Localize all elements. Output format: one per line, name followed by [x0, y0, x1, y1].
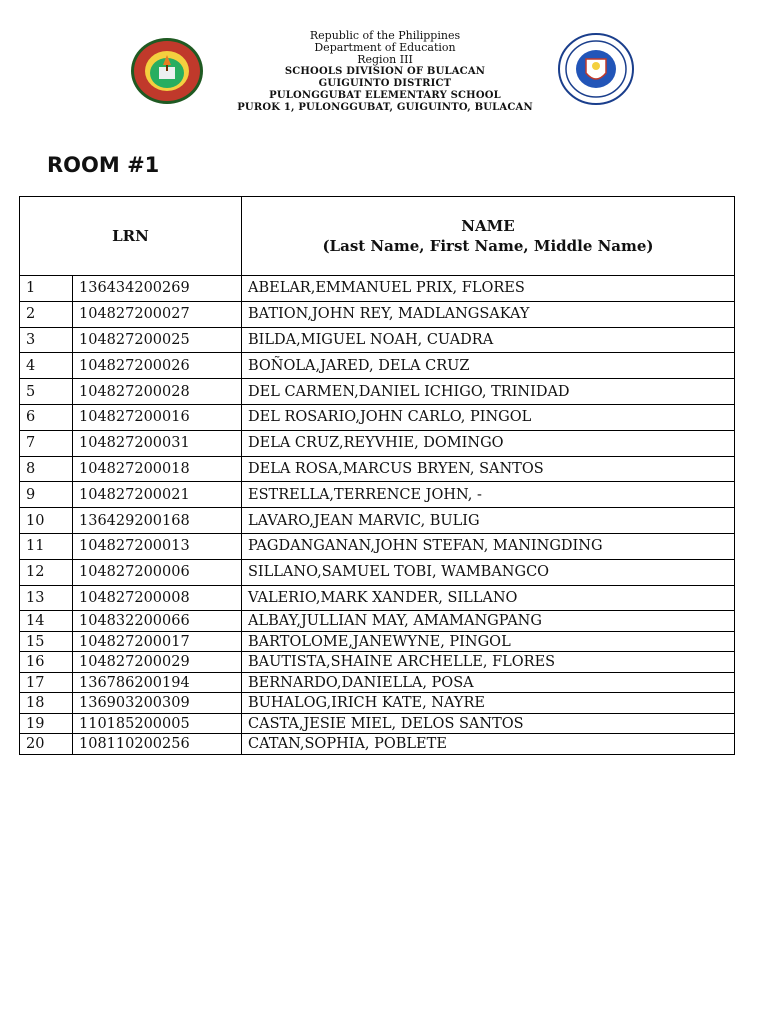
student-name-cell: CATAN,SOPHIA, POBLETE	[242, 734, 735, 755]
table-row	[20, 482, 735, 508]
row-number-cell: 19	[20, 713, 73, 734]
table-row	[20, 631, 735, 652]
header-line-division: SCHOOLS DIVISION OF BULACAN	[284, 66, 486, 77]
header-line-address: PUROK 1, PULONGGUBAT, GUIGUINTO, BULACAN	[237, 102, 533, 113]
table-row	[20, 713, 735, 734]
student-name-cell: CASTA,JESIE MIEL, DELOS SANTOS	[242, 713, 735, 734]
student-name-cell: DEL CARMEN,DANIEL ICHIGO, TRINIDAD	[242, 379, 735, 405]
table-row	[20, 652, 735, 673]
lrn-cell: 136434200269	[73, 276, 242, 302]
lrn-cell: 136429200168	[73, 508, 242, 534]
row-number-cell: 5	[20, 379, 73, 405]
header-line-district: GUIGUINTO DISTRICT	[318, 78, 452, 89]
row-number-cell: 2	[20, 301, 73, 327]
header-line-republic: Republic of the Philippines	[309, 29, 461, 42]
row-number-cell: 14	[20, 611, 73, 632]
student-name-cell: BUHALOG,IRICH KATE, NAYRE	[242, 693, 735, 714]
row-number-cell: 8	[20, 456, 73, 482]
table-row	[20, 672, 735, 693]
student-name-cell: SILLANO,SAMUEL TOBI, WAMBANGCO	[242, 559, 735, 585]
student-name-cell: BILDA,MIGUEL NOAH, CUADRA	[242, 327, 735, 353]
row-number-cell: 10	[20, 508, 73, 534]
table-row	[20, 301, 735, 327]
lrn-cell: 104827200031	[73, 430, 242, 456]
lrn-cell: 110185200005	[73, 713, 242, 734]
student-name-cell: ABELAR,EMMANUEL PRIX, FLORES	[242, 276, 735, 302]
student-name-cell: DEL ROSARIO,JOHN CARLO, PINGOL	[242, 404, 735, 430]
student-roster-table	[19, 196, 735, 755]
table-row	[20, 559, 735, 585]
row-number-cell: 12	[20, 559, 73, 585]
document-header	[0, 0, 768, 130]
table-row	[20, 611, 735, 632]
student-name-cell: BATION,JOHN REY, MADLANGSAKAY	[242, 301, 735, 327]
lrn-cell: 104827200013	[73, 533, 242, 559]
table-row	[20, 430, 735, 456]
student-name-cell: ESTRELLA,TERRENCE JOHN, -	[242, 482, 735, 508]
row-number-cell: 9	[20, 482, 73, 508]
lrn-cell: 104827200029	[73, 652, 242, 673]
student-name-cell: BARTOLOME,JANEWYNE, PINGOL	[242, 631, 735, 652]
lrn-cell: 104827200026	[73, 353, 242, 379]
table-row	[20, 276, 735, 302]
column-header-name-subtitle: (Last Name, First Name, Middle Name)	[322, 237, 654, 255]
table-row	[20, 508, 735, 534]
row-number-cell: 1	[20, 276, 73, 302]
table-row	[20, 327, 735, 353]
header-text-block	[230, 30, 540, 114]
table-body	[20, 276, 735, 755]
row-number-cell: 4	[20, 353, 73, 379]
row-number-cell: 6	[20, 404, 73, 430]
header-line-deped: Department of Education	[314, 41, 456, 54]
student-name-cell: DELA CRUZ,REYVHIE, DOMINGO	[242, 430, 735, 456]
student-name-cell: DELA ROSA,MARCUS BRYEN, SANTOS	[242, 456, 735, 482]
lrn-cell: 104827200025	[73, 327, 242, 353]
deped-seal-logo	[558, 33, 634, 105]
column-header-name-title: NAME	[461, 217, 515, 235]
student-name-cell: VALERIO,MARK XANDER, SILLANO	[242, 585, 735, 611]
row-number-cell: 3	[20, 327, 73, 353]
lrn-cell: 136786200194	[73, 672, 242, 693]
room-title: ROOM #1	[47, 153, 160, 177]
row-number-cell: 17	[20, 672, 73, 693]
school-seal-logo	[130, 37, 204, 105]
table-row	[20, 585, 735, 611]
row-number-cell: 13	[20, 585, 73, 611]
table-row	[20, 734, 735, 755]
row-number-cell: 15	[20, 631, 73, 652]
lrn-cell: 104827200017	[73, 631, 242, 652]
table-header-row	[20, 197, 735, 276]
table-row	[20, 693, 735, 714]
row-number-cell: 16	[20, 652, 73, 673]
student-name-cell: BOÑOLA,JARED, DELA CRUZ	[242, 353, 735, 379]
row-number-cell: 7	[20, 430, 73, 456]
student-name-cell: PAGDANGANAN,JOHN STEFAN, MANINGDING	[242, 533, 735, 559]
header-line-school: PULONGGUBAT ELEMENTARY SCHOOL	[269, 90, 501, 101]
lrn-cell: 104827200021	[73, 482, 242, 508]
row-number-cell: 20	[20, 734, 73, 755]
header-line-region: Region III	[357, 53, 413, 66]
student-name-cell: BERNARDO,DANIELLA, POSA	[242, 672, 735, 693]
lrn-cell: 136903200309	[73, 693, 242, 714]
table-row	[20, 379, 735, 405]
lrn-cell: 104827200016	[73, 404, 242, 430]
lrn-cell: 104827200027	[73, 301, 242, 327]
lrn-cell: 104827200006	[73, 559, 242, 585]
lrn-cell: 104827200028	[73, 379, 242, 405]
student-name-cell: LAVARO,JEAN MARVIC, BULIG	[242, 508, 735, 534]
column-header-lrn: LRN	[20, 197, 242, 276]
table-row	[20, 404, 735, 430]
lrn-cell: 108110200256	[73, 734, 242, 755]
lrn-cell: 104827200008	[73, 585, 242, 611]
row-number-cell: 11	[20, 533, 73, 559]
student-name-cell: ALBAY,JULLIAN MAY, AMAMANGPANG	[242, 611, 735, 632]
row-number-cell: 18	[20, 693, 73, 714]
table-row	[20, 456, 735, 482]
table-row	[20, 353, 735, 379]
student-name-cell: BAUTISTA,SHAINE ARCHELLE, FLORES	[242, 652, 735, 673]
table-row	[20, 533, 735, 559]
lrn-cell: 104832200066	[73, 611, 242, 632]
lrn-cell: 104827200018	[73, 456, 242, 482]
column-header-name	[242, 197, 735, 276]
